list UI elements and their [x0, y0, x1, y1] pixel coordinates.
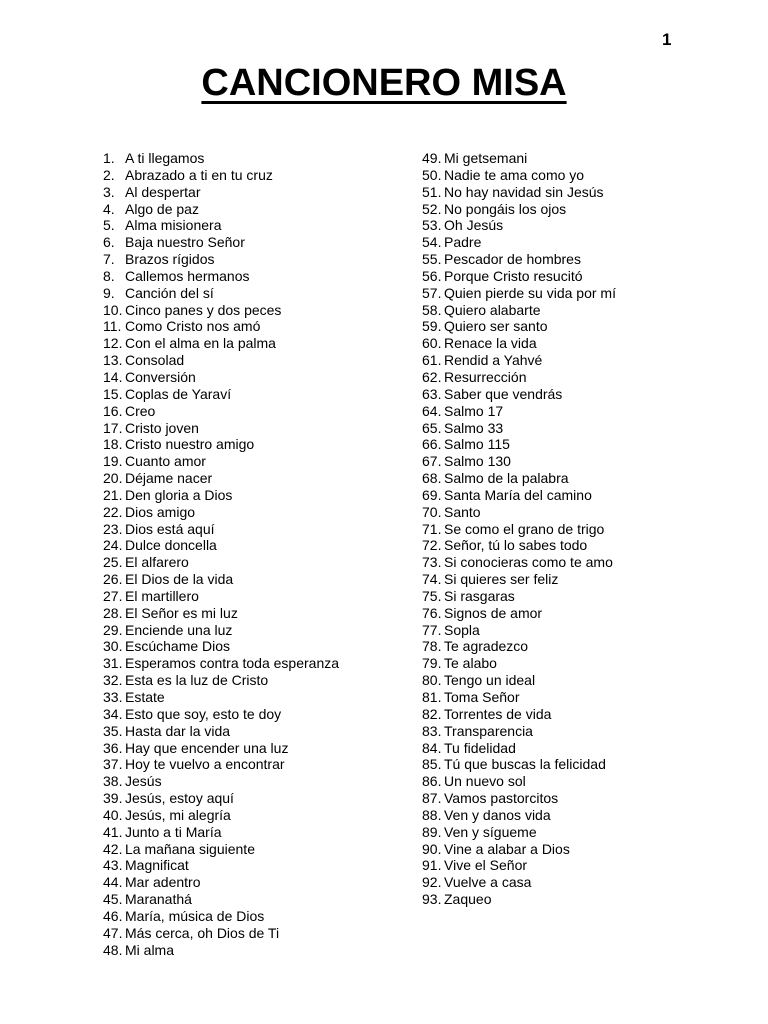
song-title: La mañana siguiente — [125, 840, 255, 857]
song-number: 75. — [422, 587, 442, 604]
song-list-item — [422, 672, 742, 689]
song-number: 56. — [422, 267, 442, 284]
song-number: 53. — [422, 217, 442, 234]
song-number: 25. — [103, 554, 123, 571]
song-list-item — [422, 571, 742, 588]
song-list-item — [422, 622, 742, 639]
song-title: Rendid a Yahvé — [444, 352, 543, 369]
song-title: Tú que buscas la felicidad — [444, 756, 606, 773]
song-list-item — [103, 184, 413, 201]
song-list-item — [103, 352, 413, 369]
song-list-item — [103, 201, 413, 218]
song-number: 83. — [422, 722, 442, 739]
song-title: Callemos hermanos — [125, 267, 250, 284]
song-list-item — [422, 824, 742, 841]
song-title: Abrazado a ti en tu cruz — [125, 166, 273, 183]
song-number: 77. — [422, 621, 442, 638]
song-list-item — [422, 234, 742, 251]
song-list-item — [422, 740, 742, 757]
song-number: 16. — [103, 402, 123, 419]
song-number: 36. — [103, 739, 123, 756]
song-title: Saber que vendrás — [444, 385, 563, 402]
song-title: Resurrección — [444, 368, 527, 385]
song-title: Cuanto amor — [125, 453, 206, 470]
song-list-item — [422, 554, 742, 571]
song-number: 5. — [103, 217, 115, 234]
song-list-left — [103, 150, 413, 959]
song-title: Salmo 115 — [444, 436, 510, 453]
song-number: 45. — [103, 891, 123, 908]
song-list-item — [422, 689, 742, 706]
song-number: 40. — [103, 806, 123, 823]
song-title: Mar adentro — [125, 874, 201, 891]
song-list-item — [103, 335, 413, 352]
song-title: Tengo un ideal — [444, 672, 536, 689]
song-list-item — [422, 167, 742, 184]
song-title: María, música de Dios — [125, 907, 265, 924]
song-list-item — [422, 386, 742, 403]
song-number: 1. — [103, 150, 115, 166]
song-title: Algo de paz — [125, 200, 199, 217]
song-list-item — [103, 857, 413, 874]
song-title: Sopla — [444, 621, 480, 638]
song-title: Renace la vida — [444, 335, 537, 352]
song-list-item — [422, 874, 742, 891]
song-number: 66. — [422, 436, 442, 453]
song-number: 30. — [103, 638, 123, 655]
song-title: A ti llegamos — [125, 150, 205, 166]
song-number: 11. — [103, 318, 122, 335]
song-title: Alma misionera — [125, 217, 222, 234]
song-list-item — [422, 655, 742, 672]
song-number: 81. — [422, 689, 442, 705]
song-number: 73. — [422, 554, 442, 571]
song-list-item — [103, 925, 413, 942]
song-list-item — [103, 386, 413, 403]
song-title: Vine a alabar a Dios — [444, 840, 570, 857]
song-list-item — [103, 251, 413, 268]
song-title: Escúchame Dios — [125, 638, 231, 655]
song-list-item — [422, 285, 742, 302]
song-list-item — [103, 554, 413, 571]
song-title: Esperamos contra toda esperanza — [125, 655, 340, 672]
song-list-item — [103, 942, 413, 959]
song-list-item — [103, 217, 413, 234]
song-list-item — [103, 521, 413, 538]
song-number: 91. — [422, 857, 442, 874]
song-list-item — [103, 453, 413, 470]
song-list-item — [103, 638, 413, 655]
song-number: 64. — [422, 402, 442, 419]
song-number: 55. — [422, 251, 442, 268]
song-number: 84. — [422, 739, 442, 756]
song-title: El martillero — [125, 587, 199, 604]
song-list-item — [103, 268, 413, 285]
song-title: Coplas de Yaraví — [125, 385, 232, 402]
song-list-item — [422, 184, 742, 201]
song-list-item — [422, 352, 742, 369]
song-number: 49. — [422, 150, 442, 166]
song-number: 59. — [422, 318, 442, 335]
song-title: Salmo 130 — [444, 453, 511, 470]
song-list-item — [103, 891, 413, 908]
song-title: Dulce doncella — [125, 537, 217, 554]
song-number: 10. — [103, 301, 123, 318]
song-title: Creo — [125, 402, 156, 419]
song-number: 23. — [103, 520, 123, 537]
song-number: 47. — [103, 924, 123, 941]
song-number: 85. — [422, 756, 442, 773]
song-title: Como Cristo nos amó — [125, 318, 261, 335]
song-list-item — [103, 571, 413, 588]
song-number: 58. — [422, 301, 442, 318]
song-number: 28. — [103, 604, 123, 621]
song-title: Señor, tú lo sabes todo — [444, 537, 588, 554]
song-number: 48. — [103, 941, 123, 958]
song-title: Tu fidelidad — [444, 739, 516, 756]
song-number: 76. — [422, 604, 442, 621]
song-list-item — [422, 420, 742, 437]
song-number: 4. — [103, 200, 115, 217]
song-list-item — [103, 369, 413, 386]
song-list-item — [422, 773, 742, 790]
song-list-item — [103, 824, 413, 841]
song-title: Cinco panes y dos peces — [125, 301, 282, 318]
song-title: Hoy te vuelvo a encontrar — [125, 756, 285, 773]
song-list-right — [422, 150, 742, 908]
song-list-item — [422, 403, 742, 420]
song-title: Ven y danos vida — [444, 806, 551, 823]
song-title: Estate — [125, 689, 165, 705]
song-title: Déjame nacer — [125, 470, 213, 487]
song-title: Mi getsemani — [444, 150, 528, 166]
song-number: 2. — [103, 166, 115, 183]
song-list-item — [103, 487, 413, 504]
song-number: 50. — [422, 166, 442, 183]
song-number: 70. — [422, 503, 442, 520]
song-number: 67. — [422, 453, 442, 470]
song-list-item — [103, 790, 413, 807]
song-number: 39. — [103, 790, 123, 807]
song-list-item — [103, 723, 413, 740]
song-number: 72. — [422, 537, 442, 554]
song-number: 87. — [422, 790, 442, 807]
song-title: El alfarero — [125, 554, 189, 571]
song-title: Te alabo — [444, 655, 497, 672]
song-list-item — [103, 234, 413, 251]
song-list-item — [422, 335, 742, 352]
song-number: 15. — [103, 385, 123, 402]
song-title: Maranathá — [125, 891, 192, 908]
song-title: Canción del sí — [125, 284, 214, 301]
song-title: Den gloria a Dios — [125, 486, 233, 503]
song-title: Padre — [444, 234, 482, 251]
song-number: 80. — [422, 672, 442, 689]
song-list-item — [103, 706, 413, 723]
song-title: Zaqueo — [444, 891, 492, 908]
song-number: 65. — [422, 419, 442, 436]
song-list-item — [422, 453, 742, 470]
song-number: 93. — [422, 891, 442, 908]
song-list-item — [422, 638, 742, 655]
song-list-item — [422, 369, 742, 386]
song-number: 14. — [103, 368, 123, 385]
song-list-item — [422, 706, 742, 723]
song-number: 19. — [103, 453, 123, 470]
song-number: 26. — [103, 571, 123, 588]
song-list-item — [103, 150, 413, 167]
song-number: 21. — [103, 486, 123, 503]
song-number: 82. — [422, 705, 442, 722]
song-number: 7. — [103, 251, 115, 268]
song-list-item — [422, 605, 742, 622]
song-number: 24. — [103, 537, 123, 554]
song-title: Salmo 17 — [444, 402, 504, 419]
song-list-item — [103, 841, 413, 858]
song-number: 52. — [422, 200, 442, 217]
song-list-item — [103, 318, 413, 335]
song-title: Transparencia — [444, 722, 533, 739]
song-title: Pescador de hombres — [444, 251, 581, 268]
song-list-item — [103, 756, 413, 773]
song-title: Consolad — [125, 352, 185, 369]
song-list-item — [422, 537, 742, 554]
song-number: 43. — [103, 857, 123, 874]
song-title: Cristo joven — [125, 419, 199, 436]
song-list-item — [103, 655, 413, 672]
song-number: 13. — [103, 352, 123, 369]
song-list-item — [103, 773, 413, 790]
song-number: 3. — [103, 183, 115, 200]
song-title: Baja nuestro Señor — [125, 234, 245, 251]
song-list-item — [103, 302, 413, 319]
song-title: El Señor es mi luz — [125, 604, 238, 621]
song-list-item — [422, 217, 742, 234]
song-list-item — [422, 318, 742, 335]
song-title: Hasta dar la vida — [125, 722, 231, 739]
song-title: Quiero ser santo — [444, 318, 548, 335]
song-list-item — [103, 605, 413, 622]
song-number: 86. — [422, 773, 442, 790]
song-list-item — [103, 689, 413, 706]
song-title: Dios amigo — [125, 503, 196, 520]
song-number: 34. — [103, 705, 123, 722]
song-list-item — [422, 756, 742, 773]
song-list-item — [422, 790, 742, 807]
song-number: 57. — [422, 284, 442, 301]
song-list-item — [103, 167, 413, 184]
song-title: Si rasgaras — [444, 587, 515, 604]
song-title: Ven y sígueme — [444, 823, 537, 840]
song-title: No hay navidad sin Jesús — [444, 183, 604, 200]
song-number: 92. — [422, 874, 442, 891]
song-list-item — [422, 251, 742, 268]
song-list-item — [103, 908, 413, 925]
song-title: Oh Jesús — [444, 217, 504, 234]
song-number: 88. — [422, 806, 442, 823]
song-number: 51. — [422, 183, 442, 200]
song-list-item — [422, 201, 742, 218]
song-title: Quien pierde su vida por mí — [444, 284, 616, 301]
song-list-item — [422, 268, 742, 285]
song-title: Santa María del camino — [444, 486, 592, 503]
song-title: Se como el grano de trigo — [444, 520, 605, 537]
song-number: 68. — [422, 470, 442, 487]
song-title: Magnificat — [125, 857, 189, 874]
song-list-item — [103, 285, 413, 302]
song-title: Vive el Señor — [444, 857, 528, 874]
song-number: 22. — [103, 503, 123, 520]
song-title: Santo — [444, 503, 481, 520]
song-title: Más cerca, oh Dios de Ti — [125, 924, 280, 941]
song-number: 89. — [422, 823, 442, 840]
song-number: 42. — [103, 840, 123, 857]
song-list-item — [422, 521, 742, 538]
song-list-item — [103, 436, 413, 453]
song-title: Conversión — [125, 368, 196, 385]
song-number: 31. — [103, 655, 123, 672]
song-title: Si quieres ser feliz — [444, 571, 559, 588]
song-list-item — [422, 150, 742, 167]
song-title: Porque Cristo resucitó — [444, 267, 583, 284]
song-title: Enciende una luz — [125, 621, 233, 638]
song-list-item — [422, 436, 742, 453]
song-list-item — [103, 588, 413, 605]
song-title: Quiero alabarte — [444, 301, 541, 318]
song-list-item — [422, 504, 742, 521]
song-title: Torrentes de vida — [444, 705, 552, 722]
song-title: Salmo 33 — [444, 419, 504, 436]
song-list-item — [422, 807, 742, 824]
song-number: 6. — [103, 234, 115, 251]
song-list-item — [103, 672, 413, 689]
song-list-item — [103, 740, 413, 757]
page-title — [0, 62, 768, 105]
song-title: Toma Señor — [444, 689, 520, 705]
song-list-item — [103, 622, 413, 639]
song-number: 63. — [422, 385, 442, 402]
song-number: 35. — [103, 722, 123, 739]
song-title: Jesús, estoy aquí — [125, 790, 234, 807]
song-title: Si conocieras como te amo — [444, 554, 613, 571]
song-number: 69. — [422, 486, 442, 503]
song-list-item — [422, 723, 742, 740]
song-number: 8. — [103, 267, 115, 284]
song-number: 46. — [103, 907, 123, 924]
song-number: 44. — [103, 874, 123, 891]
song-title: Salmo de la palabra — [444, 470, 569, 487]
song-list-item — [103, 470, 413, 487]
song-number: 71. — [422, 520, 442, 537]
song-number: 61. — [422, 352, 442, 369]
song-number: 78. — [422, 638, 442, 655]
song-list-item — [103, 504, 413, 521]
song-list-item — [422, 841, 742, 858]
song-number: 20. — [103, 470, 123, 487]
song-number: 60. — [422, 335, 442, 352]
song-number: 29. — [103, 621, 123, 638]
page-number: 1 — [662, 30, 672, 49]
song-title: Brazos rígidos — [125, 251, 215, 268]
song-list-item — [422, 302, 742, 319]
song-title: El Dios de la vida — [125, 571, 234, 588]
song-title: Con el alma en la palma — [125, 335, 276, 352]
song-number: 41. — [103, 823, 123, 840]
song-title: Vuelve a casa — [444, 874, 532, 891]
song-title: Esto que soy, esto te doy — [125, 705, 282, 722]
song-title: Esta es la luz de Cristo — [125, 672, 269, 689]
song-title: Dios está aquí — [125, 520, 215, 537]
song-number: 33. — [103, 689, 123, 705]
song-number: 54. — [422, 234, 442, 251]
song-number: 32. — [103, 672, 123, 689]
song-title: Cristo nuestro amigo — [125, 436, 255, 453]
song-list-item — [422, 470, 742, 487]
song-list-item — [103, 403, 413, 420]
song-number: 74. — [422, 571, 442, 588]
song-list-item — [103, 874, 413, 891]
song-title: Nadie te ama como yo — [444, 166, 585, 183]
song-title: Jesús — [125, 773, 162, 790]
song-title: Jesús, mi alegría — [125, 806, 231, 823]
song-number: 17. — [103, 419, 123, 436]
song-title: Vamos pastorcitos — [444, 790, 559, 807]
song-number: 79. — [422, 655, 442, 672]
song-number: 9. — [103, 284, 115, 301]
song-number: 18. — [103, 436, 123, 453]
song-number: 62. — [422, 368, 442, 385]
page-title-text: CANCIONERO MISA — [201, 62, 567, 104]
song-list-item — [103, 807, 413, 824]
song-number: 37. — [103, 756, 123, 773]
song-title: Un nuevo sol — [444, 773, 526, 790]
song-list-item — [422, 857, 742, 874]
song-title: Signos de amor — [444, 604, 543, 621]
song-title: Al despertar — [125, 183, 201, 200]
song-list-item — [103, 420, 413, 437]
song-number: 90. — [422, 840, 442, 857]
song-title: No pongáis los ojos — [444, 200, 567, 217]
song-title: Hay que encender una luz — [125, 739, 289, 756]
song-list-item — [422, 891, 742, 908]
song-list-item — [422, 588, 742, 605]
song-number: 38. — [103, 773, 123, 790]
song-number: 12. — [103, 335, 123, 352]
song-list-item — [422, 487, 742, 504]
song-number: 27. — [103, 587, 123, 604]
song-title: Junto a ti María — [125, 823, 222, 840]
song-list-item — [103, 537, 413, 554]
song-title: Mi alma — [125, 941, 175, 958]
song-title: Te agradezco — [444, 638, 529, 655]
